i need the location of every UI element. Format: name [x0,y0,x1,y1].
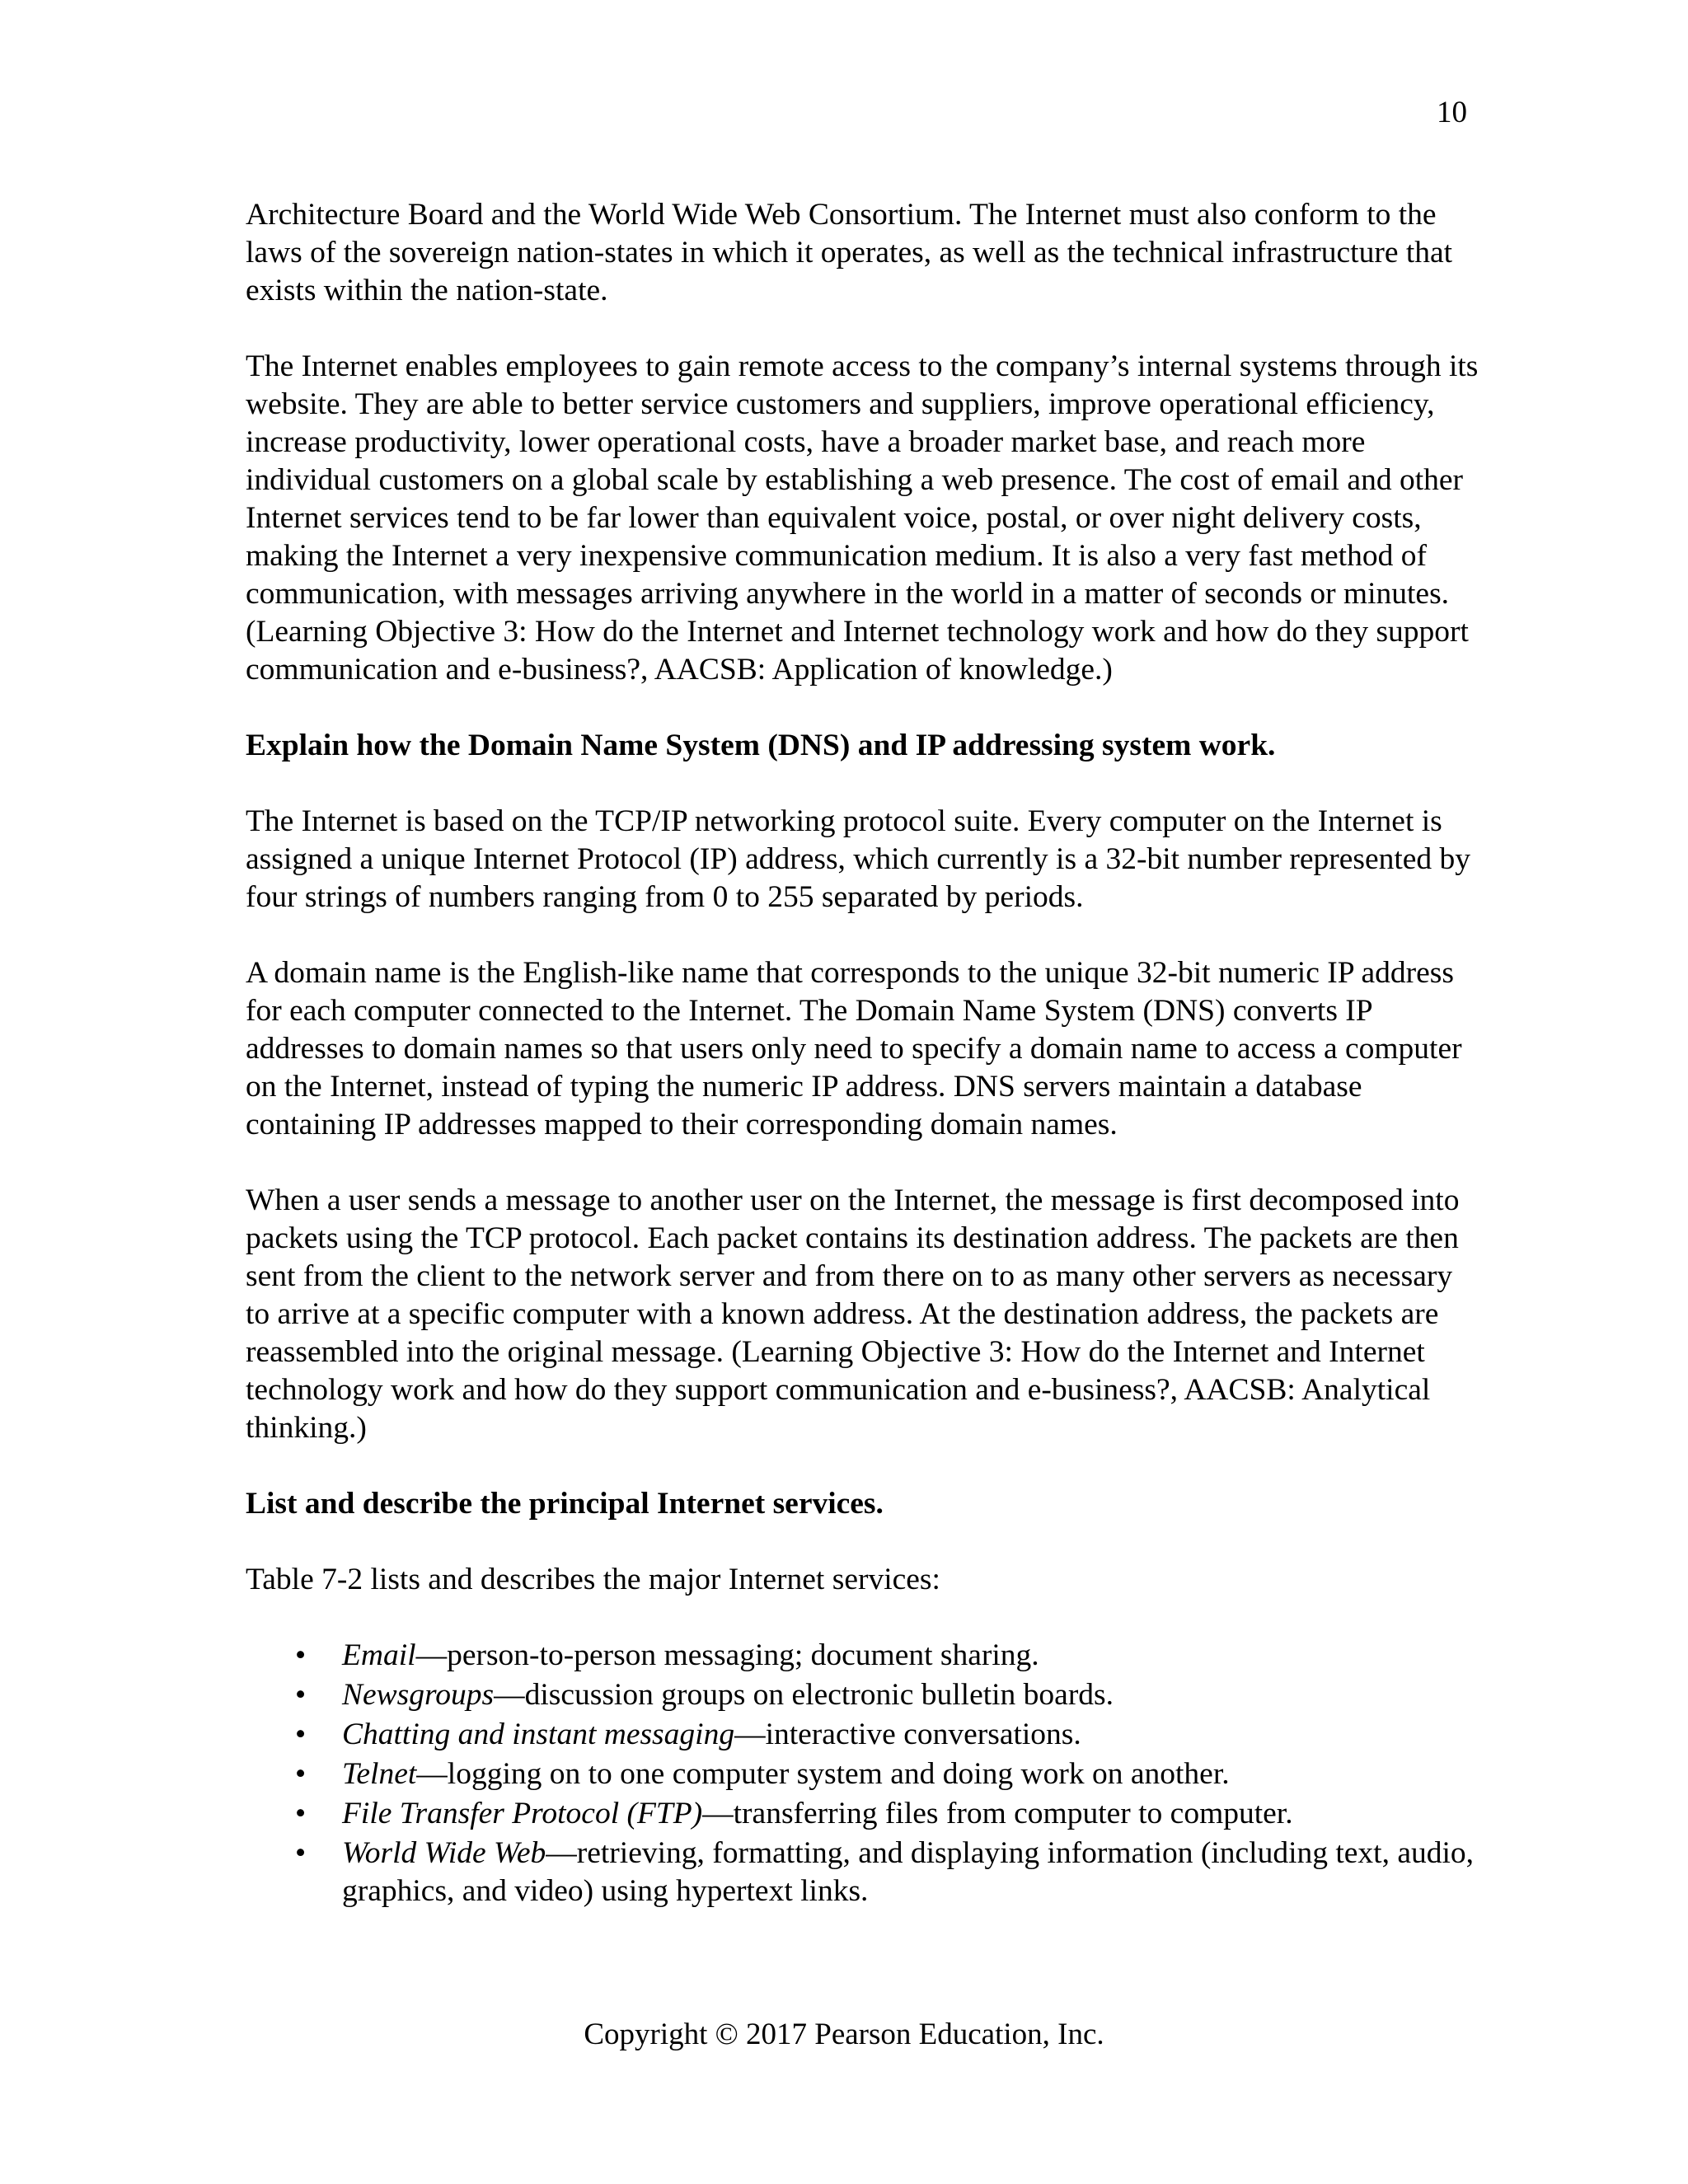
list-item [246,1755,1482,1793]
service-description: —logging on to one computer system and doing work on another. [416,1757,1230,1791]
service-description: —transferring files from computer to computer. [702,1797,1293,1830]
paragraph-architecture: Architecture Board and the World Wide Web Consortium. The Internet must also conform to the laws of the sovereign nation-states in which it operates, as well as the technical infrastructure that exists within the nation-state. [246,198,1453,307]
bullet-icon: • [295,1678,307,1712]
service-description: —retrieving, formatting, and displaying information (including text, audio, graphics, and video) using hypertext links. [342,1836,1475,1908]
paragraph-tcp-ip: The Internet is based on the TCP/IP networking protocol suite. Every computer on the Internet is assigned a unique Internet Protocol (IP) address, which currently is a 32-bit number represented by four strings of numbers ranging from 0 to 255 separated by periods. [246,804,1471,914]
service-term: Email [342,1638,416,1672]
service-term: Telnet [342,1757,417,1791]
service-term: Newsgroups [342,1678,495,1712]
bullet-icon: • [295,1718,307,1751]
service-description: —person-to-person messaging; document sharing. [415,1638,1039,1672]
service-term: Chatting and instant messaging [342,1718,735,1751]
service-term: File Transfer Protocol (FTP) [342,1797,703,1830]
paragraph-packets: When a user sends a message to another user on the Internet, the message is first decomposed into packets using the TCP protocol. Each packet contains its destination address. The packets are then sent from the client to the network server and from there on to as many other servers as necessary to arrive at a specific computer with a known address. At the destination address, the packets are reassembled into the original message. (Learning Objective 3: How do the Internet and Internet technology work and how do they support communication and e-business?, AACSB: Analytical thinking.) [246,1183,1460,1445]
bullet-icon: • [295,1757,307,1791]
list-item [246,1795,1482,1833]
heading-internet-services: List and describe the principal Internet services. [246,1487,884,1521]
copyright-footer: Copyright © 2017 Pearson Education, Inc. [584,2018,1104,2051]
list-item [246,1835,1482,1910]
page-number: 10 [1437,96,1467,129]
service-description: —discussion groups on electronic bulletin boards. [494,1678,1114,1712]
list-item [246,1637,1482,1675]
paragraph-internet-benefits: The Internet enables employees to gain remote access to the company’s internal systems through its website. They are able to better service customers and suppliers, improve operational efficiency, increase productivity, lower operational costs, have a broader market base, and reach more individual customers on a global scale by establishing a web presence. The cost of email and other Internet services tend to be far lower than equivalent voice, postal, or over night delivery costs, making the Internet a very inexpensive communication medium. It is also a very fast method of communication, with messages arriving anywhere in the world in a matter of seconds or minutes. (Learning Objective 3: How do the Internet and Internet technology work and how do they support communication and e-business?, AACSB: Application of knowledge.) [246,349,1479,687]
service-description: —interactive conversations. [734,1718,1081,1751]
list-item [246,1676,1482,1714]
page-body [246,196,1482,1912]
services-list [246,1637,1482,1910]
bullet-icon: • [295,1836,307,1870]
list-item [246,1716,1482,1754]
paragraph-domain-name: A domain name is the English-like name that corresponds to the unique 32-bit numeric IP address for each computer connected to the Internet. The Domain Name System (DNS) converts IP addresses to domain names so that users only need to specify a domain name to access a computer on the Internet, instead of typing the numeric IP address. DNS servers maintain a database containing IP addresses mapped to their corresponding domain names. [246,956,1462,1141]
service-term: World Wide Web [342,1836,546,1870]
heading-dns-ip: Explain how the Domain Name System (DNS) and IP addressing system work. [246,729,1276,762]
bullet-icon: • [295,1797,307,1830]
paragraph-table-intro: Table 7-2 lists and describes the major Internet services: [246,1563,940,1596]
bullet-icon: • [295,1638,307,1672]
